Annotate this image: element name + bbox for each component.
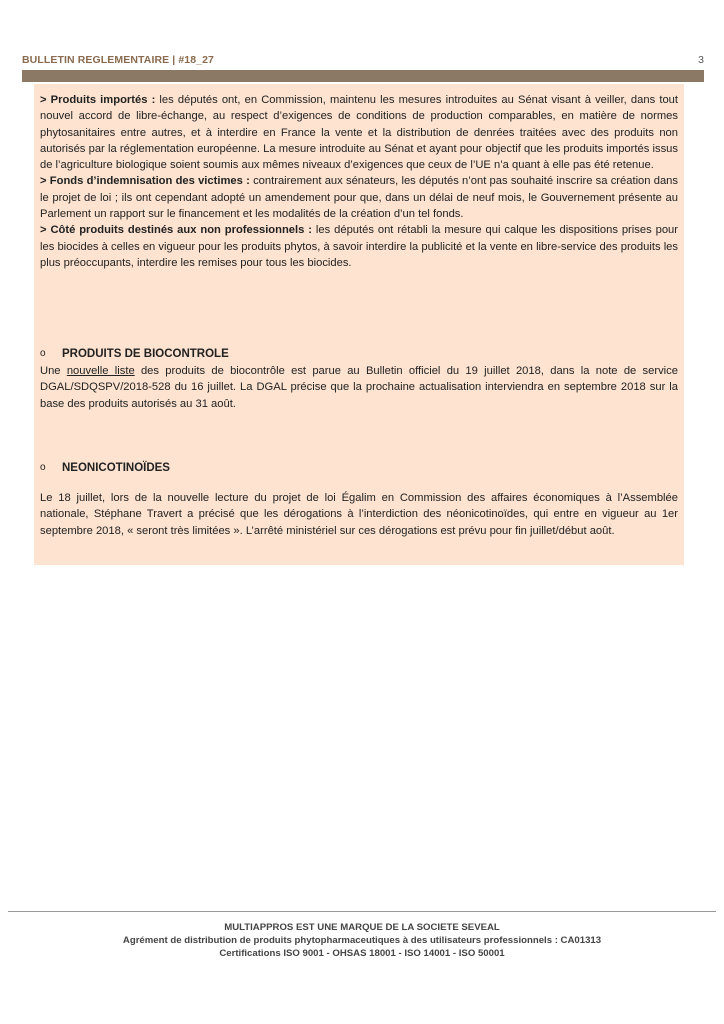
fonds-lead: > Fonds d’indemnisation des victimes : — [40, 175, 250, 188]
biocontrole-text-after: des produits de biocontrôle est parue au Bulletin officiel du 19 juillet 2018, dans la note de service DGAL/SDQSPV/2018-528 du 16 juillet. La DGAL précise que la prochaine actualisation interviendra en septembre 2018 sur la base des produits autorisés au 31 août. — [40, 365, 678, 410]
fonds-text: contrairement aux sénateurs, les députés n’ont pas souhaité inscrire sa création dans le projet de loi ; ils ont cependant adopté un amendement pour que, dans un délai de neuf mois, le Gouvernement présente au Parlement un rapport sur le financement et les modalités de la création d’un tel fonds. — [40, 175, 678, 221]
produits-importes-text: les députés ont, en Commission, maintenu les mesures introduites au Sénat visant à veiller, dans tout nouvel accord de libre-échange, au respect d’exigences de conditions de production comparables, en matière de normes phytosanitaires entre autres, et à interdire en France la vente et la distribution de denrées traitées avec des produits non autorisés par la réglementation européenne. La mesure introduite au Sénat et ayant pour objectif que les produits importés issus de l’agriculture biologique soient soumis aux mêmes niveaux d’exigences que ceux de l’UE n’a quant à elle pas été retenue. — [40, 94, 678, 172]
non-pro-lead: > Côté produits destinés aux non professionnels : — [40, 224, 312, 237]
nouvelle-liste-link[interactable]: nouvelle liste — [66, 365, 135, 377]
footer-agrement-line: Agrément de distribution de produits phytopharmaceutiques à des utilisateurs professionnels : CA01313 — [122, 935, 602, 946]
biocontrole-paragraph — [40, 363, 678, 412]
content-box — [34, 84, 684, 565]
biocontrole-bullet: o — [40, 348, 46, 359]
page-header — [22, 52, 704, 68]
biocontrole-heading-text: PRODUITS DE BIOCONTROLE — [62, 348, 229, 361]
footer-rule — [8, 911, 716, 912]
neonicotinoides-bullet: o — [40, 462, 46, 473]
biocontrole-heading — [40, 346, 229, 362]
neonicotinoides-heading-text: NEONICOTINOÏDES — [62, 462, 170, 475]
bulletin-title: BULLETIN REGLEMENTAIRE | #18_27 — [22, 54, 214, 66]
produits-importes-lead: > Produits importés : — [40, 94, 156, 106]
neonicotinoides-paragraph: Le 18 juillet, lors de la nouvelle lecture du projet de loi Égalim en Commission des affaires économiques à l’Assemblée nationale, Stéphane Travert a précisé que les dérogations à l’interdiction des néonicotinoïdes, qui entre en vigueur au 1er septembre 2018, « seront très limitées ». L’arrêté ministériel sur ces dérogations est prévu pour fin juillet/début août. — [40, 492, 678, 537]
produits-importes-paragraph — [40, 92, 678, 271]
footer-certifications-line: Certifications ISO 9001 - OHSAS 18001 - ISO 14001 - ISO 50001 — [219, 948, 505, 959]
biocontrole-text-before: Une — [40, 365, 67, 377]
page-number: 3 — [698, 54, 704, 66]
footer-brand-line: MULTIAPPROS EST UNE MARQUE DE LA SOCIETE SEVEAL — [224, 922, 500, 933]
non-pro-text: les députés ont rétabli la mesure qui calque les dispositions prises pour les biocides à celles en vigueur pour les produits phytos, à savoir interdire la publicité et la vente en libre-service des produits les plus préoccupants, interdire les remises pour tous les biocides. — [40, 224, 678, 269]
neonicotinoides-heading — [40, 460, 170, 476]
page-footer — [0, 921, 724, 960]
header-rule — [22, 70, 704, 82]
